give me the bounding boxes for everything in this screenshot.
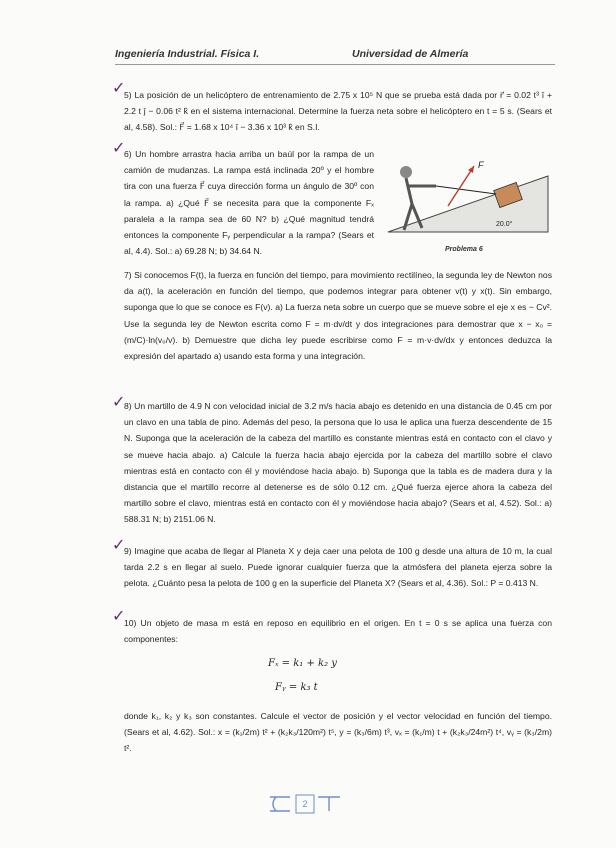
force-arrow	[448, 166, 474, 206]
problem-6: 6) Un hombre arrastra hacia arriba un baúl por la rampa de un camión de mudanzas. La rampa está inclinada 20º y el hombre tira con una fuerza F⃗ cuya dirección forma un ángulo de 30º con la rampa. a) ¿Qué F⃗ se necesita para que la componente Fₓ paralela a la rampa sea de 60 N? b) ¿Qué magnitud tendrá entonces la componente Fᵧ perpendicular a la rampa? (Sears et al, 4.4). Sol.: a) 69.28 N; b) 34.64 N.	[124, 149, 374, 257]
problem-6-figure	[378, 146, 556, 246]
header-course: Ingeniería Industrial. Física I.	[115, 48, 260, 60]
force-arrow-head	[468, 166, 474, 173]
check-mark-icon: ✓	[112, 606, 126, 625]
check-mark-icon: ✓	[112, 392, 126, 411]
equation-fy: Fᵧ = k₃ t	[275, 682, 318, 693]
problem-10: 10) Un objeto de masa m está en reposo en equilibrio en el origen. En t = 0 s se aplica una fuerza con componentes:	[124, 618, 552, 645]
page-number: 2	[302, 799, 308, 809]
check-mark-icon: ✓	[112, 138, 126, 157]
problem-7: 7) Si conocemos F(t), la fuerza en función del tiempo, para movimiento rectilíneo, la segunda ley de Newton nos da a(t), la aceleración en función del tiempo, que podemos integrar para obtener v(t) y x(t). Sin embargo, suponga que lo que se conoce es F(v). a) La fuerza neta sobre un cuerpo que se mueve sobre el eje x es − Cv². Use la segunda ley de Newton escrita como F = m·dv/dt y dos integraciones para demostrar que x − x₀ = (m/C)·ln(v₀/v). b) Demuestre que dicha ley puede escribirse como F = m·v·dv/dx y entonces deduzca la expresión del apartado a) usando esta forma y una integración.	[124, 270, 552, 362]
header-rule	[115, 64, 555, 65]
problem-8: 8) Un martillo de 4.9 N con velocidad inicial de 3.2 m/s hacia abajo es detenido en una distancia de 0.45 cm por un clavo en una tabla de pino. Además del peso, la persona que lo usa le aplica una fuerza descendente de 15 N. Suponga que la aceleración de la cabeza del martillo es constante mientras está en contacto con el clavo y se mueve hacia abajo. a) Calcule la fuerza hacia abajo ejercida por la cabeza del martillo sobre el clavo mientras está en contacto con él y moviéndose hacia abajo. b) Suponga que la tabla es de madera dura y la distancia que el martillo recorre al detenerse es de sólo 0.12 cm. ¿Qué fuerza ejerce ahora la cabeza del martillo sobre el clavo, mientras está en contacto con él y moviéndose hacia abajo? (Sears et al, 4.52). Sol.: a) 588.31 N; b) 2151.06 N.	[124, 401, 552, 525]
problem-10-solution: donde k₁, k₂ y k₃ son constantes. Calcule el vector de posición y el vector velocidad en función del tiempo. (Sears et al, 4.62). Sol.: x = (k₁/2m) t² + (k₂k₃/120m²) t⁵, y = (k₃/6m) t³, vₓ = (k₁/m) t + (k₂k₃/24m²) t⁴, vᵧ = (k₃/2m) t².	[124, 711, 552, 754]
equation-fx: Fₓ = k₁ + k₂ y	[268, 658, 337, 669]
header-university: Universidad de Almería	[352, 48, 469, 60]
check-mark-icon: ✓	[112, 535, 126, 554]
check-mark-icon: ✓	[112, 78, 126, 97]
angle-label: 20.0°	[496, 221, 513, 228]
force-label: F	[478, 160, 484, 170]
problem-5: 5) La posición de un helicóptero de entrenamiento de 2.75 x 10⁵ N que se prueba está dada por r⃗ = 0.02 t³ î + 2.2 t ĵ − 0.06 t² k̂ en el sistema internacional. Determine la fuerza neta sobre el helicóptero en t = 5 s. (Sears et al, 4.58). Sol.: F⃗ = 1.68 x 10⁴ î − 3.36 x 10³ k̂ en S.I.	[124, 90, 552, 133]
figure-caption: Problema 6	[445, 246, 483, 253]
problem-9: 9) Imagine que acaba de llegar al Planeta X y deja caer una pelota de 100 g desde una altura de 10 m, la cual tarda 2.2 s en llegar al suelo. Puede ignorar cualquier fuerza que la atmósfera del planeta ejerza sobre la pelota. ¿Cuánto pesa la pelota de 100 g en la superficie del Planeta X? (Sears et al, 4.36). Sol.: P = 0.413 N.	[124, 546, 552, 589]
page-footer	[266, 793, 344, 815]
man-head	[400, 166, 412, 178]
rope-line	[436, 186, 496, 194]
